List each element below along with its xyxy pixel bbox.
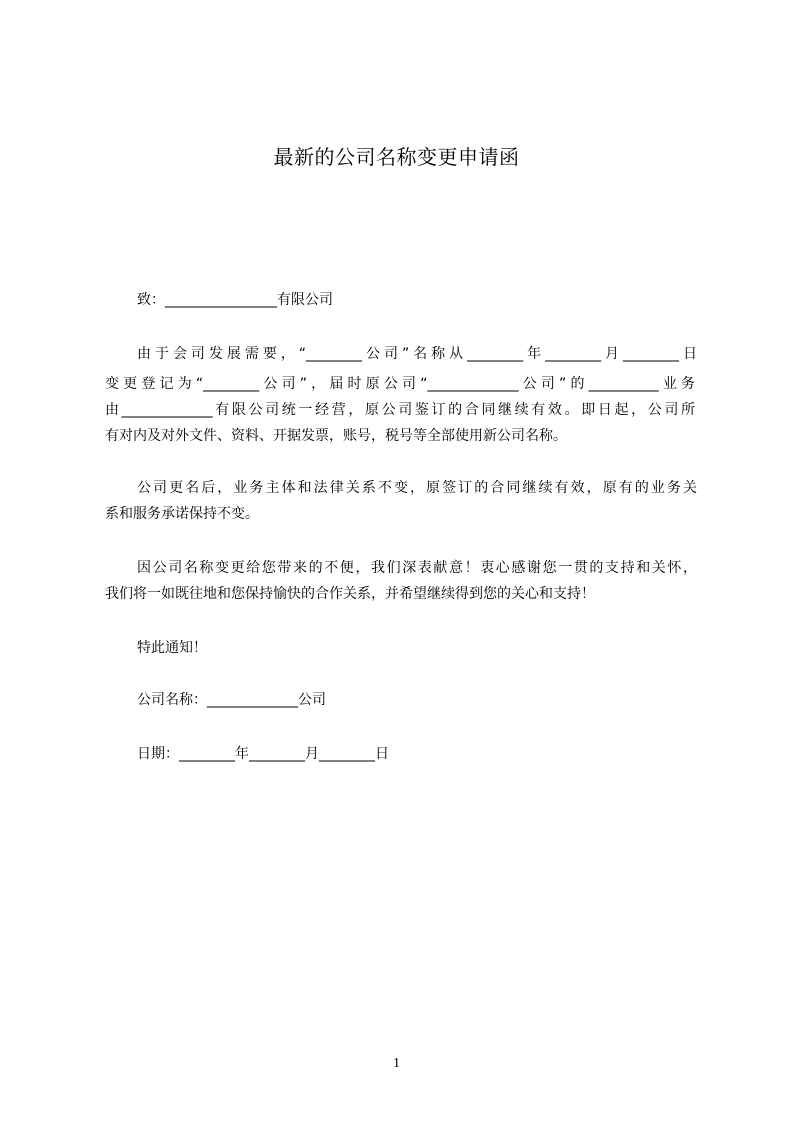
paragraph-1-line-2: 变更登记为“________公司”，届时原公司“_____________公司”的__________业务 [105, 376, 695, 392]
paragraph-1-line-1: 由于会司发展需要，“________公司”名称从________年________月________日 [137, 346, 697, 362]
page-number: 1 [393, 1056, 400, 1071]
paragraph-3-line-1: 因公司名称变更给您带来的不便，我们深表献意！衷心感谢您一贯的支持和关怀， [137, 560, 697, 576]
paragraph-2-line-1: 公司更名后，业务主体和法律关系不变，原签订的合同继续有效，原有的业务关 [137, 480, 697, 496]
paragraph-1-line-4: 有对内及对外文件、资料、开据发票，账号，税号等全部使用新公司名称。 [105, 428, 567, 444]
paragraph-2-line-2: 系和服务承诺保持不变。 [105, 506, 259, 522]
paragraph-1-line-3: 由_____________有限公司统一经营，原公司鉴订的合同继续有效。即日起，公司所 [105, 402, 695, 418]
company-name-line: 公司名称：_____________公司 [137, 692, 326, 708]
notice-text: 特此通知！ [137, 640, 207, 656]
paragraph-3-line-2: 我们将一如既往地和您保持愉快的合作关系，并希望继续得到您的关心和支持！ [105, 586, 595, 602]
date-line: 日期：________年________月________日 [137, 746, 389, 762]
salutation: 致：________________有限公司 [137, 292, 333, 308]
document-title: 最新的公司名称变更申请函 [273, 145, 520, 169]
